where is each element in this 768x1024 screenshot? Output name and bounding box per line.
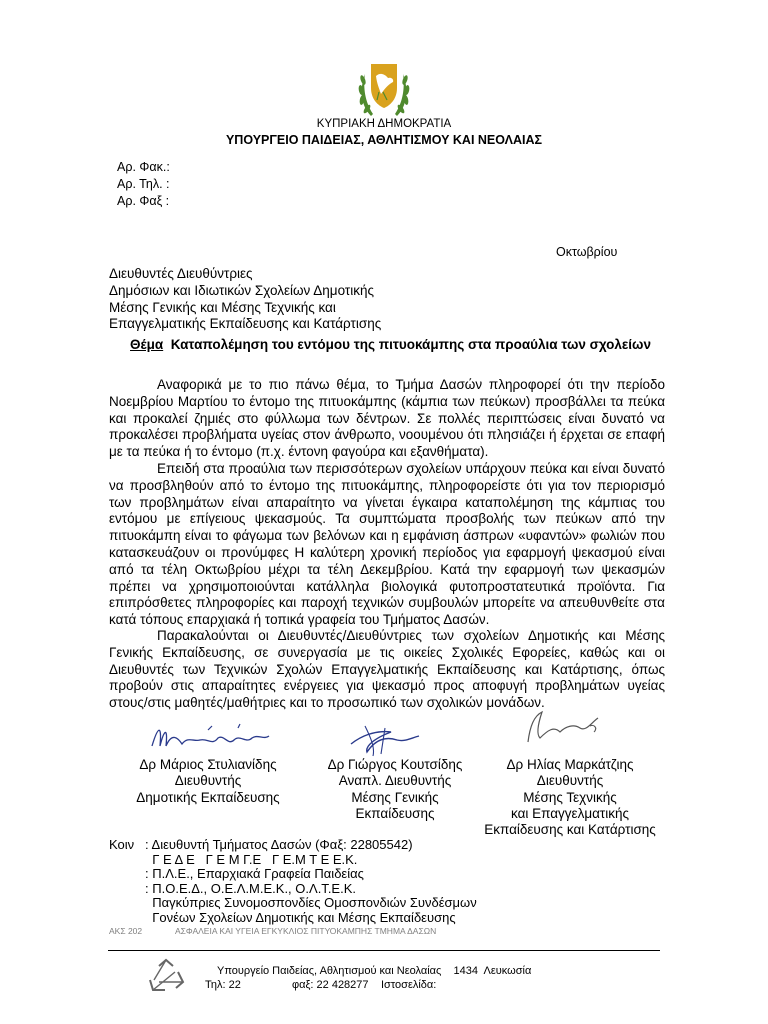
signatory-title: Διευθυντής	[536, 773, 604, 789]
copy-recipient: : Π.Λ.Ε., Επαρχιακά Γραφεία Παιδείας	[145, 866, 364, 881]
country-name: ΚΥΠΡΙΑΚΗ ΔΗΜΟΚΡΑΤΙΑ	[316, 118, 452, 130]
signatory-3	[470, 757, 670, 838]
addressee-line: Επαγγελματικής Εκπαίδευσης και Κατάρτισης	[109, 316, 382, 331]
signatory-title: Αναπλ. Διευθυντής	[338, 773, 452, 789]
signatory-2	[300, 757, 490, 822]
copy-recipient: : Διευθυντή Τμήματος Δασών (Φαξ: 22805542)	[145, 837, 413, 852]
signature-1	[148, 716, 273, 756]
signatory-name: Δρ Μάριος Στυλιανίδης	[139, 757, 277, 772]
body-paragraph-3: Παρακαλούνται οι Διευθυντές/Διευθύντριες των σχολείων Δημοτικής και Μέσης Γενικής Εκπαίδευσης, σε συνεργασία με τις οικείες Σχολικές Εφορείες, καθώς και οι Διευθυντές των Τεχνικών Σχολών Επαγγελματικής Εκπαίδευσης και Κατάρτισης, όπως προβούν στις απαραίτητες ενέργειες για ψεκασμό προς αποφυγή προβλημάτων υγείας στους/στις μαθητές/μαθήτριες και το προσωπικό των σχολικών μονάδων.	[109, 628, 665, 711]
copy-recipient: Γ Ε Δ Ε Γ Ε Μ Γ.Ε Γ Ε.Μ Τ Ε Ε.Κ.	[145, 851, 358, 867]
footer-divider	[108, 950, 660, 951]
tel-number: Αρ. Τηλ. :	[117, 177, 170, 191]
subject-label: Θέμα	[130, 337, 164, 352]
footer-fax: φαξ: 22 428277	[292, 979, 369, 991]
file-number: Αρ. Φακ.:	[117, 160, 170, 174]
subject	[109, 336, 672, 353]
ministry-name: ΥΠΟΥΡΓΕΙΟ ΠΑΙΔΕΙΑΣ, ΑΘΛΗΤΙΣΜΟΥ ΚΑΙ ΝΕΟΛΑΙΑΣ	[225, 133, 543, 147]
copy-recipient: Γονέων Σχολείων Δημοτικής και Μέσης Εκπαίδευσης	[145, 909, 456, 925]
footer-address: Υπουργείο Παιδείας, Αθλητισμού και Νεολαίας 1434 Λευκωσία	[217, 965, 532, 977]
cyprus-emblem-icon	[357, 58, 411, 120]
document-title: ΑΣΦΑΛΕΙΑ ΚΑΙ ΥΓΕΙΑ ΕΓΚΥΚΛΙΟΣ ΠΙΤΥΟΚΑΜΠΗΣ ΤΜΗΜΑ ΔΑΣΩΝ	[175, 926, 437, 936]
body-paragraph-2: Επειδή στα προαύλια των περισσότερων σχολείων υπάρχουν πεύκα και είναι δυνατό να προσβληθούν από το έντομο της πιτυοκάμπης, πληροφορείστε ότι για τον περιορισμό των προβλημάτων είναι απαραίτητο να γίνεται έγκαιρα καταπολέμηση της κάμπιας του εντόμου με επίγειους ψεκασμούς. Τα συμπτώματα προσβολής των πεύκων από την πιτυοκάμπη είναι το φάγωμα των βελόνων και η εμφάνιση άσπρων «υφαντών» φωλιών που κατασκευάζουν οι προνύμφες Η καλύτερη χρονική περίοδος για εφαρμογή ψεκασμού είναι από τα τέλη Οκτωβρίου μέχρι τα τέλη Δεκεμβρίου. Κατά την εφαρμογή των ψεκασμών πρέπει να χρησιμοποιούνται κατάλληλα βιολογικά φυτοπροστατευτικά προϊόντα. Για επιπρόσθετες πληροφορίες και παροχή τεχνικών συμβουλών μπορείτε να απευθυνθείτε στα κατά τόπους επαρχιακά ή τοπικά γραφεία του Τμήματος Δασών.	[109, 461, 665, 628]
letter-date: Οκτωβρίου	[556, 245, 618, 259]
addressee-line: Διευθυντές Διευθύντριες	[109, 266, 253, 281]
signatory-1	[113, 757, 303, 806]
signature-2	[345, 718, 425, 758]
signatory-title: Μέσης Τεχνικής	[523, 789, 617, 805]
footer-website: Ιστοσελίδα:	[381, 979, 437, 991]
signatory-title: Μέσης Γενικής	[351, 789, 439, 805]
signatory-title: Εκπαίδευσης	[355, 805, 435, 821]
document-code: ΑΚΣ 202	[109, 926, 143, 936]
subject-text: Καταπολέμηση του εντόμου της πιτυοκάμπης στα προαύλια των σχολείων	[170, 337, 651, 352]
copy-recipient: Παγκύπριες Συνομοσπονδίες Ομοσπονδιών Συνδέσμων	[145, 895, 477, 910]
signature-3	[520, 706, 605, 746]
copies-list	[145, 838, 477, 925]
signatory-title: και Επαγγελματικής	[510, 805, 630, 821]
signatory-title: Διευθυντής	[174, 773, 242, 789]
signatory-title: Δημοτικής Εκπαίδευσης	[136, 789, 280, 805]
fax-number: Αρ. Φαξ :	[117, 194, 170, 208]
signatory-name: Δρ Ηλίας Μαρκάτζιης	[506, 757, 634, 772]
copies-label: Κοιν	[109, 837, 135, 852]
body-paragraph-1: Αναφορικά με το πιο πάνω θέμα, το Τμήμα Δασών πληροφορεί ότι την περίοδο Νοεμβρίου Μαρτίου το έντομο της πιτυοκάμπης (κάμπια των πεύκων) προσβάλλει τα πεύκα και προκαλεί ζημιές στο φύλλωμα των δέντρων. Σε πολλές περιπτώσεις είναι δυνατό να προκαλέσει προβλήματα υγείας στον άνθρωπο, νοουμένου ότι πλησιάζει ή έρχεται σε επαφή με τα πεύκα ή το έντομο (π.χ. έντονη φαγούρα και εξανθήματα).	[109, 377, 665, 460]
recycle-icon	[145, 958, 187, 994]
addressee-line: Μέσης Γενικής και Μέσης Τεχνικής και	[109, 300, 336, 315]
copy-recipient: : Π.Ο.Ε.Δ., Ο.Ε.Λ.Μ.Ε.Κ., Ο.Λ.Τ.Ε.Κ.	[145, 880, 356, 896]
signatory-title: Εκπαίδευσης και Κατάρτισης	[484, 822, 656, 838]
signatory-name: Δρ Γιώργος Κουτσίδης	[327, 757, 463, 772]
addressee-line: Δημόσιων και Ιδιωτικών Σχολείων Δημοτικής	[109, 283, 374, 298]
footer-tel: Τηλ: 22	[205, 979, 241, 991]
